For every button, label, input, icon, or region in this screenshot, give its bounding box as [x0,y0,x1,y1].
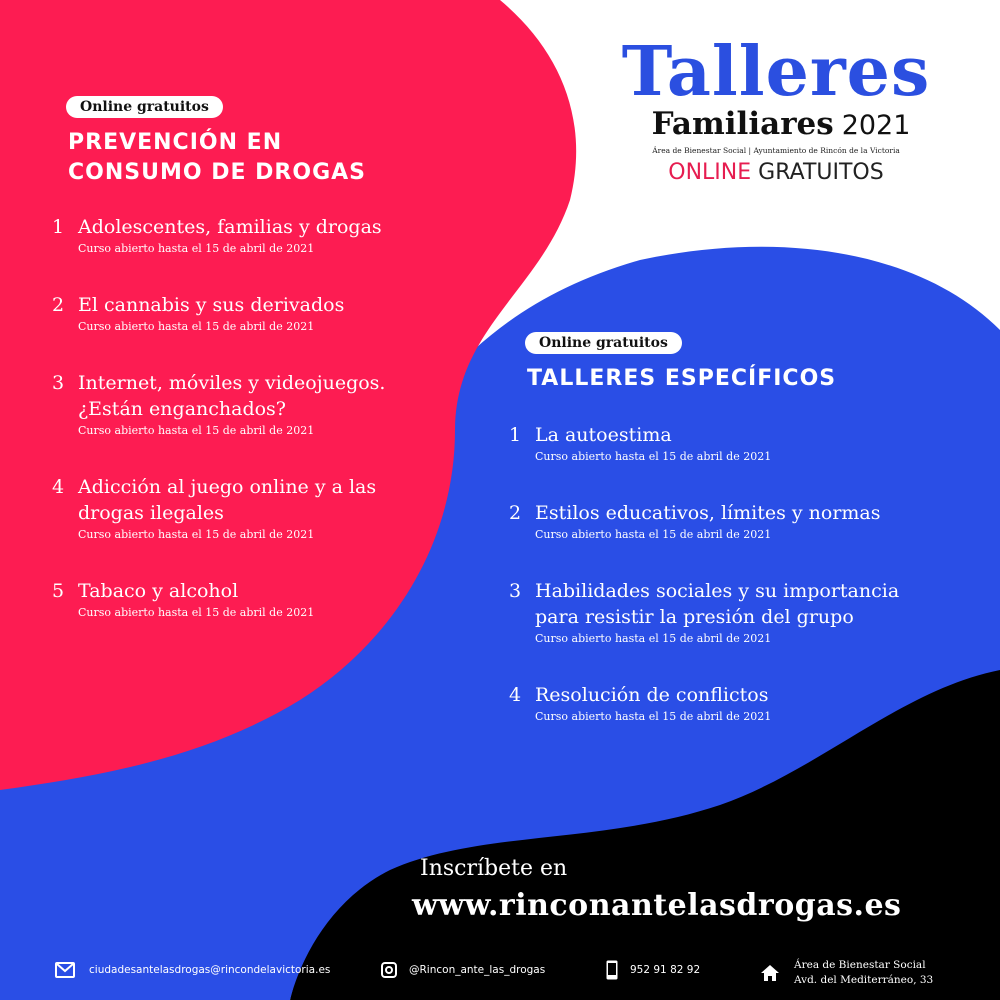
left-badge: Online gratuitos [66,96,223,118]
address-line-2: Avd. del Mediterráneo, 33 [794,974,934,986]
course-item [509,578,949,646]
course-deadline: Curso abierto hasta el 15 de abril de 2021 [78,424,315,437]
course-deadline: Curso abierto hasta el 15 de abril de 2021 [78,606,315,619]
course-body [78,370,432,438]
course-body [535,422,949,464]
course-number: 4 [509,684,522,706]
course-body [535,500,949,542]
phone-icon [606,960,618,980]
course-title: Adolescentes, familias y drogas [78,216,382,238]
course-body [78,474,432,542]
mail-icon [55,962,75,978]
course-body [78,214,432,256]
brand-title: Talleres [621,32,931,112]
footer-phone[interactable] [606,960,700,980]
course-number: 4 [52,476,65,498]
course-deadline: Curso abierto hasta el 15 de abril de 2021 [535,632,772,645]
footer-email-text: ciudadesantelasdrogas@rincondelavictoria.es [89,964,331,976]
course-item [509,422,949,464]
brand-tagline [606,160,946,185]
course-item [52,292,432,334]
course-number: 1 [509,424,522,446]
right-badge: Online gratuitos [525,332,682,354]
right-course-list [509,422,949,760]
course-body [535,578,949,646]
brand-subtitle: Familiares [651,106,834,142]
home-icon [760,964,780,982]
course-title: Adicción al juego online y a las drogas ilegales [78,476,377,524]
course-title: Habilidades sociales y su importancia para resistir la presión del grupo [535,580,900,628]
course-number: 3 [509,580,522,602]
course-body [78,292,432,334]
footer-phone-text: 952 91 82 92 [630,964,701,976]
footer-address-text [794,958,933,988]
footer-email[interactable] [55,962,330,978]
course-body [535,682,949,724]
brand-free: GRATUITOS [758,160,884,185]
footer-instagram[interactable] [381,962,545,978]
right-section-title: TALLERES ESPECÍFICOS [527,366,837,391]
course-item [509,682,949,724]
course-deadline: Curso abierto hasta el 15 de abril de 2021 [78,242,315,255]
course-number: 3 [52,372,65,394]
course-title: La autoestima [535,424,672,446]
left-section-title: PREVENCIÓN EN CONSUMO DE DROGAS [68,130,367,185]
brand-subtitle-row [616,106,946,142]
course-deadline: Curso abierto hasta el 15 de abril de 2021 [535,450,772,463]
course-deadline: Curso abierto hasta el 15 de abril de 2021 [535,710,772,723]
brand-year: 2021 [841,110,911,141]
left-course-list [52,214,432,656]
course-title: El cannabis y sus derivados [78,294,345,316]
course-number: 1 [52,216,65,238]
course-item [52,214,432,256]
course-deadline: Curso abierto hasta el 15 de abril de 2021 [78,320,315,333]
course-title: Resolución de conflictos [535,684,769,706]
course-body [78,578,432,620]
course-deadline: Curso abierto hasta el 15 de abril de 2021 [78,528,315,541]
course-number: 2 [509,502,522,524]
cta-url-link[interactable]: www.rinconantelasdrogas.es [412,888,902,923]
course-title: Internet, móviles y videojuegos. ¿Están enganchados? [78,372,386,420]
course-number: 2 [52,294,65,316]
address-line-1: Área de Bienestar Social [794,959,926,971]
brand-org-line: Área de Bienestar Social | Ayuntamiento de Rincón de la Victoria [652,146,900,155]
footer-address [760,958,933,988]
brand-online: ONLINE [668,160,752,185]
course-title: Estilos educativos, límites y normas [535,502,881,524]
course-title: Tabaco y alcohol [78,580,239,602]
course-number: 5 [52,580,65,602]
course-item [52,370,432,438]
cta-text: Inscríbete en [420,856,568,881]
course-item [509,500,949,542]
instagram-icon [381,962,397,978]
course-deadline: Curso abierto hasta el 15 de abril de 2021 [535,528,772,541]
course-item [52,474,432,542]
footer-instagram-text: @Rincon_ante_las_drogas [409,964,546,976]
course-item [52,578,432,620]
